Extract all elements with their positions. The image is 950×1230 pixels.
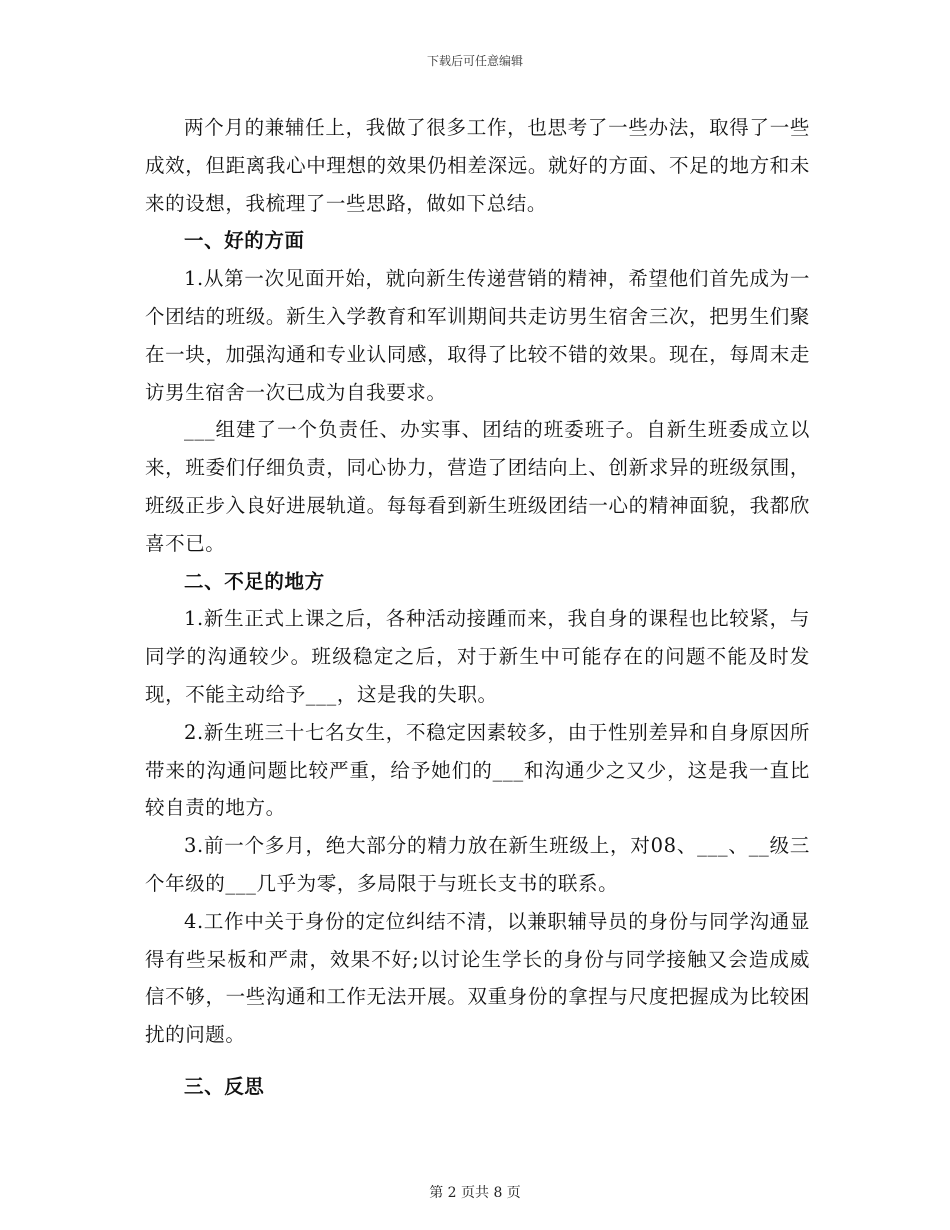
section-heading-good-aspects: 一、好的方面 (184, 229, 305, 253)
section-heading-reflection: 三、反思 (184, 1074, 265, 1098)
paragraph-shortcoming-3: 3.前一个多月，绝大部分的精力放在新生班级上，对08、___、__级三个年级的___几乎为零，多局限于与班长支书的联系。 (145, 834, 810, 895)
document-body (145, 109, 810, 1106)
paragraph-shortcoming-2: 2.新生班三十七名女生，不稳定因素较多，由于性别差异和自身原因所带来的沟通问题比较严重，给予她们的___和沟通少之又少，这是我一直比较自责的地方。 (145, 720, 810, 820)
paragraph-good-2: ___组建了一个负责任、办实事、团结的班委班子。自新生班委成立以来，班委们仔细负责，同心协力，营造了团结向上、创新求异的班级氛围，班级正步入良好进展轨道。每每看到新生班级团结一心的精神面貌，我都欣喜不已。 (145, 418, 810, 555)
section-heading-shortcomings: 二、不足的地方 (184, 569, 325, 593)
page-number: 第 2 页共 8 页 (429, 1185, 521, 1201)
paragraph-shortcoming-1: 1.新生正式上课之后，各种活动接踵而来，我自身的课程也比较紧，与同学的沟通较少。班级稳定之后，对于新生中可能存在的问题不能及时发现，不能主动给予___，这是我的失职。 (145, 607, 810, 706)
page-header: 下载后可任意编辑 (426, 54, 523, 68)
paragraph-good-1: 1.从第一次见面开始，就向新生传递营销的精神，希望他们首先成为一个团结的班级。新生入学教育和军训期间共走访男生宿舍三次，把男生们聚在一块，加强沟通和专业认同感，取得了比较不错的效果。现在，每周末走访男生宿舍一次已成为自我要求。 (145, 267, 810, 404)
paragraph-shortcoming-4: 4.工作中关于身份的定位纠结不清，以兼职辅导员的身份与同学沟通显得有些呆板和严肃，效果不好;以讨论生学长的身份与同学接触又会造成威信不够，一些沟通和工作无法开展。双重身份的拿捏与尺度把握成为比较困扰的问题。 (145, 909, 810, 1047)
intro-paragraph: 两个月的兼辅任上，我做了很多工作，也思考了一些办法，取得了一些成效，但距离我心中理想的效果仍相差深远。就好的方面、不足的地方和未来的设想，我梳理了一些思路，做如下总结。 (145, 116, 810, 215)
